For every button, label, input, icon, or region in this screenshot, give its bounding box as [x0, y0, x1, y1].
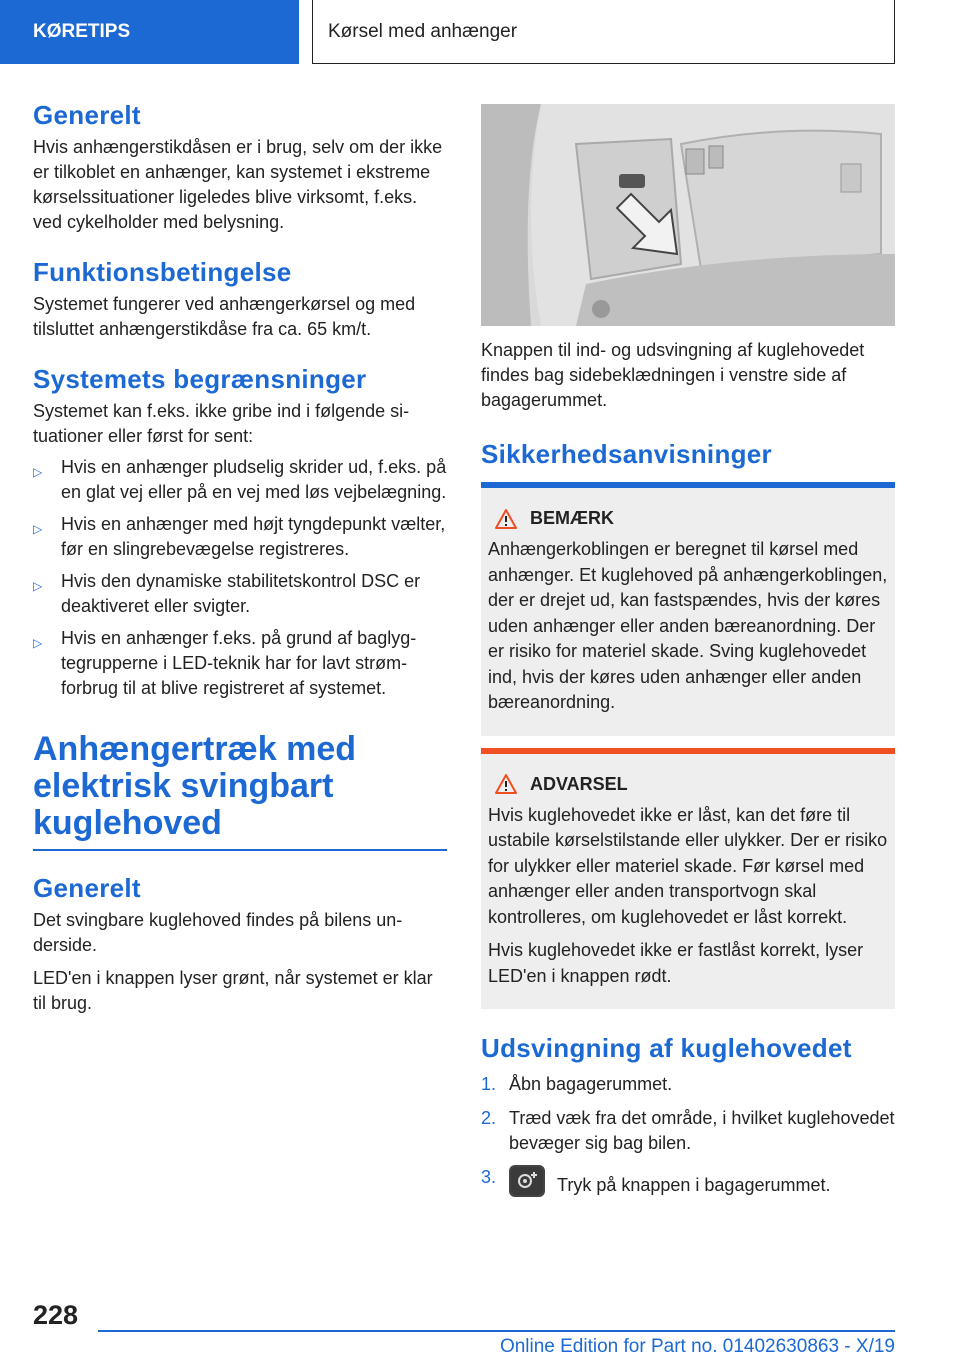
note-title: BEMÆRK — [488, 506, 888, 531]
left-column — [33, 100, 447, 1038]
triangle-right-icon: ▷ — [33, 579, 43, 593]
section-text: Systemet fungerer ved anhængerkørsel og med tilsluttet anhængerstikdåse fra ca. 65 km/t. — [33, 294, 416, 339]
footer-divider — [98, 1330, 895, 1332]
safety-heading: Sikkerhedsanvisninger — [481, 439, 772, 469]
step-item: 2. Træd væk fra det område, i hvilket kuglehovedet bevæger sig bag bilen. — [481, 1108, 895, 1153]
trunk-photo — [481, 104, 895, 326]
warning-triangle-icon — [494, 773, 518, 795]
note-text: Anhængerkoblingen er beregnet til kørsel med anhænger. Et kuglehoved på anhængerkoblingen, der er drejet ud, kan fastspændes, hvis der køres uden anhænger eller anden bæreanordning. Der er risiko for materiel skade. Sving kuglehovedet ind, hvis der køres uden anhænger eller anden bæreanordning. — [488, 539, 888, 712]
warning-title: ADVARSEL — [488, 772, 888, 797]
list-item: ▷ Hvis en anhænger med højt tyngdepunkt vælter, før en slingrebevægelse registreres. — [33, 514, 446, 559]
warning-text: Hvis kuglehovedet ikke er fastlåst korrekt, lyser LED'en i knappen rødt. — [488, 940, 864, 986]
section-heading: Systemets begrænsninger — [33, 364, 367, 394]
header-section-tab: KØRETIPS — [0, 0, 299, 64]
section-heading: Funktionsbetingelse — [33, 257, 292, 287]
section-text: Systemet kan f.eks. ikke gribe ind i følgende situationer eller først for sent: — [33, 401, 410, 446]
step-item: 3. Tryk på knappen i bagagerummet. — [481, 1167, 831, 1195]
list-item: ▷ Hvis en anhænger f.eks. på grund af baglygtegrupperne i LED-teknik har for lavt strømforbrug til at blive registreret af systemet. — [33, 628, 417, 698]
triangle-right-icon: ▷ — [33, 522, 43, 536]
section-text: LED'en i knappen lyser grønt, når systemet er klar til brug. — [33, 967, 433, 1013]
limitations-list — [33, 455, 447, 701]
section-heading: Generelt — [33, 100, 141, 130]
step-item: 1. Åbn bagagerummet. — [481, 1074, 673, 1094]
triangle-right-icon: ▷ — [33, 636, 43, 650]
section-generelt — [33, 100, 447, 235]
steps-list — [481, 1072, 895, 1198]
section-heading: Generelt — [33, 872, 141, 903]
warning-text: Hvis kuglehovedet ikke er låst, kan det føre til ustabile kørselstilstande eller ulykker. Der er risiko for ulykker eller materiel skade. Før kørsel med anhænger eller anden transportvogn skal kontrolleres, om kuglehovedet er låst korrekt. — [488, 804, 888, 927]
warning-box — [481, 754, 895, 1010]
triangle-right-icon: ▷ — [33, 465, 43, 479]
section-text: Hvis anhængerstikdåsen er i brug, selv om der ikke er tilkoblet en anhænger, kan systemet i ekstreme kørselssituationer ligeledes blive virksomt, f.eks. ved cykelholder med belysning. — [33, 137, 443, 232]
list-item: ▷ Hvis den dynamiske stabilitetskontrol DSC er deaktiveret eller svigter. — [33, 571, 421, 616]
warning-triangle-icon — [494, 508, 518, 530]
section-generelt-2 — [33, 873, 447, 1016]
note-box — [481, 488, 895, 736]
footer-edition: Online Edition for Part no. 01402630863 - X/19 — [499, 1336, 895, 1357]
page-number: 228 — [33, 1300, 79, 1330]
header-title: Kørsel med anhænger — [312, 0, 895, 64]
right-column — [481, 100, 895, 1207]
steps-heading: Udsvingning af kuglehovedet — [481, 1033, 852, 1063]
chapter-divider — [33, 849, 447, 851]
trunk-illustration — [481, 104, 895, 326]
section-text: Det svingbare kuglehoved findes på bilens underside. — [33, 909, 403, 955]
photo-caption: Knappen til ind- og udsvingning af kuglehovedet findes bag sidebeklædningen i venstre side af bagagerummet. — [481, 340, 865, 410]
towbar-button-icon — [509, 1165, 545, 1197]
list-item: ▷ Hvis en anhænger pludselig skrider ud, f.eks. på en glat vej eller på en vej med løs vejbelægning. — [33, 457, 447, 502]
section-begraensninger — [33, 364, 447, 701]
section-funktionsbetingelse — [33, 257, 447, 342]
chapter-title: Anhængertræk med elektrisk svingbart kuglehoved — [33, 730, 357, 842]
